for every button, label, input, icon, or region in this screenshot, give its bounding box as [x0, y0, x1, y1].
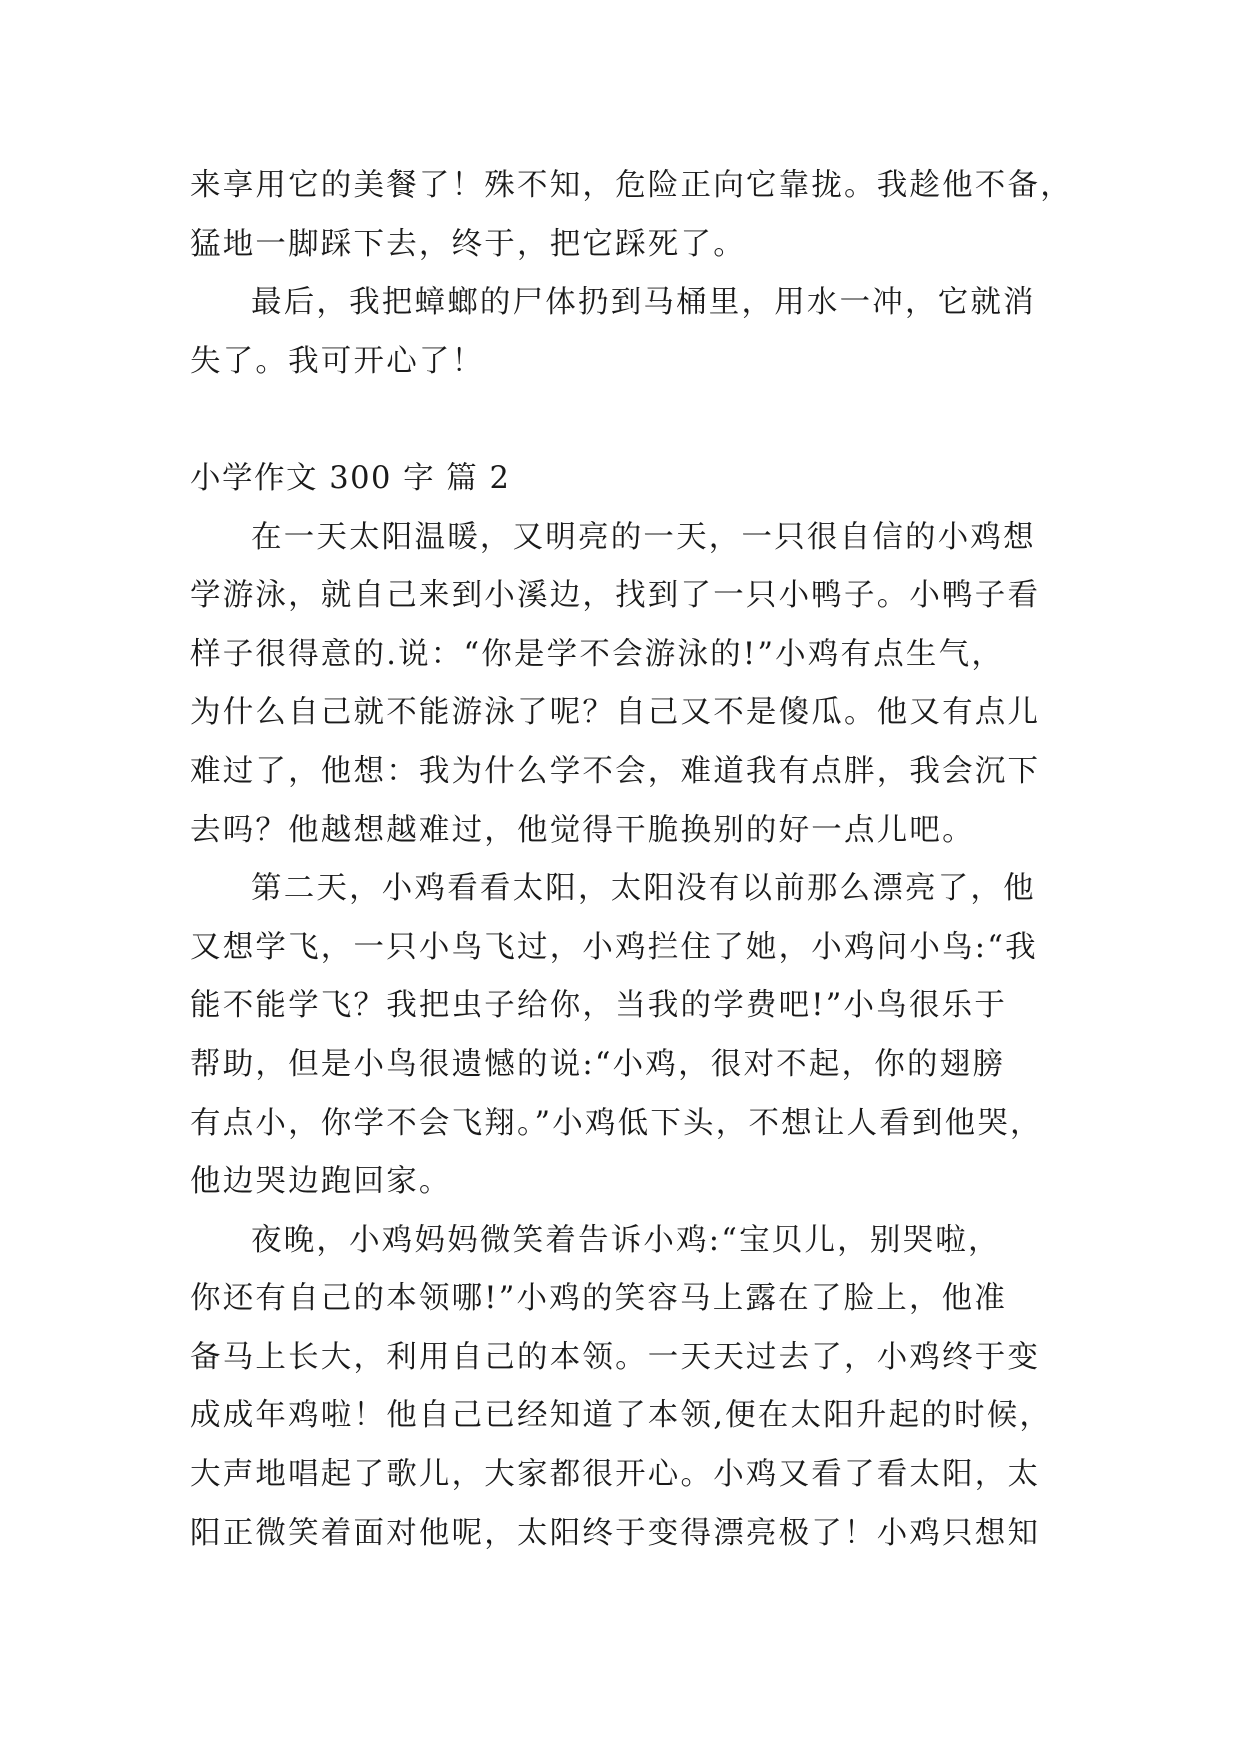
text-line: 在一天太阳温暖，又明亮的一天，一只很自信的小鸡想 [251, 519, 1036, 555]
text-line: 能不能学飞？我把虫子给你，当我的学费吧!”小鸟很乐于 [190, 988, 1008, 1024]
text-line: 成成年鸡啦！他自己已经知道了本领,便在太阳升起的时候， [190, 1398, 1053, 1434]
text-line: 有点小，你学不会飞翔。”小鸡低下头，不想让人看到他哭， [190, 1105, 1043, 1141]
text-line: 又想学飞，一只小鸟飞过，小鸡拦住了她，小鸡问小鸟:“我 [190, 929, 1038, 965]
paragraph-ending [190, 274, 1070, 391]
text-line: 大声地唱起了歌儿，大家都很开心。小鸡又看了看太阳，太 [190, 1457, 1041, 1493]
section-gap [190, 391, 1070, 450]
heading-text: 小学作文 300 字 篇 2 [190, 460, 511, 496]
text-line: 难过了，他想：我为什么学不会，难道我有点胖，我会沉下 [190, 753, 1041, 789]
text-line: 帮助，但是小鸟很遗憾的说:“小鸡，很对不起，你的翅膀 [190, 1046, 1006, 1082]
text-line: 第二天，小鸡看看太阳，太阳没有以前那么漂亮了，他 [251, 871, 1036, 907]
text-line: 来享用它的美餐了！殊不知，危险正向它靠拢。我趁他不备， [190, 168, 1073, 203]
text-line: 最后，我把蟑螂的尸体扔到马桶里，用水一冲，它就消 [251, 285, 1036, 321]
paragraph-2 [190, 860, 1070, 1212]
section-heading [190, 450, 1070, 509]
essay-body [190, 157, 1073, 1563]
text-line: 猛地一脚踩下去，终于，把它踩死了。 [190, 226, 746, 262]
text-line: 他边哭边跑回家。 [190, 1164, 452, 1200]
text-line: 样子很得意的.说：“你是学不会游泳的!”小鸡有点生气， [190, 636, 1005, 672]
paragraph-continued [190, 157, 1073, 274]
text-line: 去吗？他越想越难过，他觉得干脆换别的好一点儿吧。 [190, 812, 975, 848]
text-line: 你还有自己的本领哪!”小鸡的笑容马上露在了脸上，他准 [190, 1281, 1008, 1317]
paragraph-3 [190, 1212, 1070, 1564]
text-line: 失了。我可开心了！ [190, 343, 485, 379]
paragraph-1 [190, 509, 1070, 861]
text-line: 夜晚，小鸡妈妈微笑着告诉小鸡:“宝贝儿，别哭啦， [251, 1222, 1001, 1258]
text-line: 学游泳，就自己来到小溪边，找到了一只小鸭子。小鸭子看 [190, 578, 1041, 614]
text-line: 备马上长大，利用自己的本领。一天天过去了，小鸡终于变 [190, 1339, 1041, 1375]
text-line: 为什么自己就不能游泳了呢？自己又不是傻瓜。他又有点儿 [190, 695, 1041, 731]
text-line: 阳正微笑着面对他呢，太阳终于变得漂亮极了！小鸡只想知 [190, 1515, 1041, 1551]
